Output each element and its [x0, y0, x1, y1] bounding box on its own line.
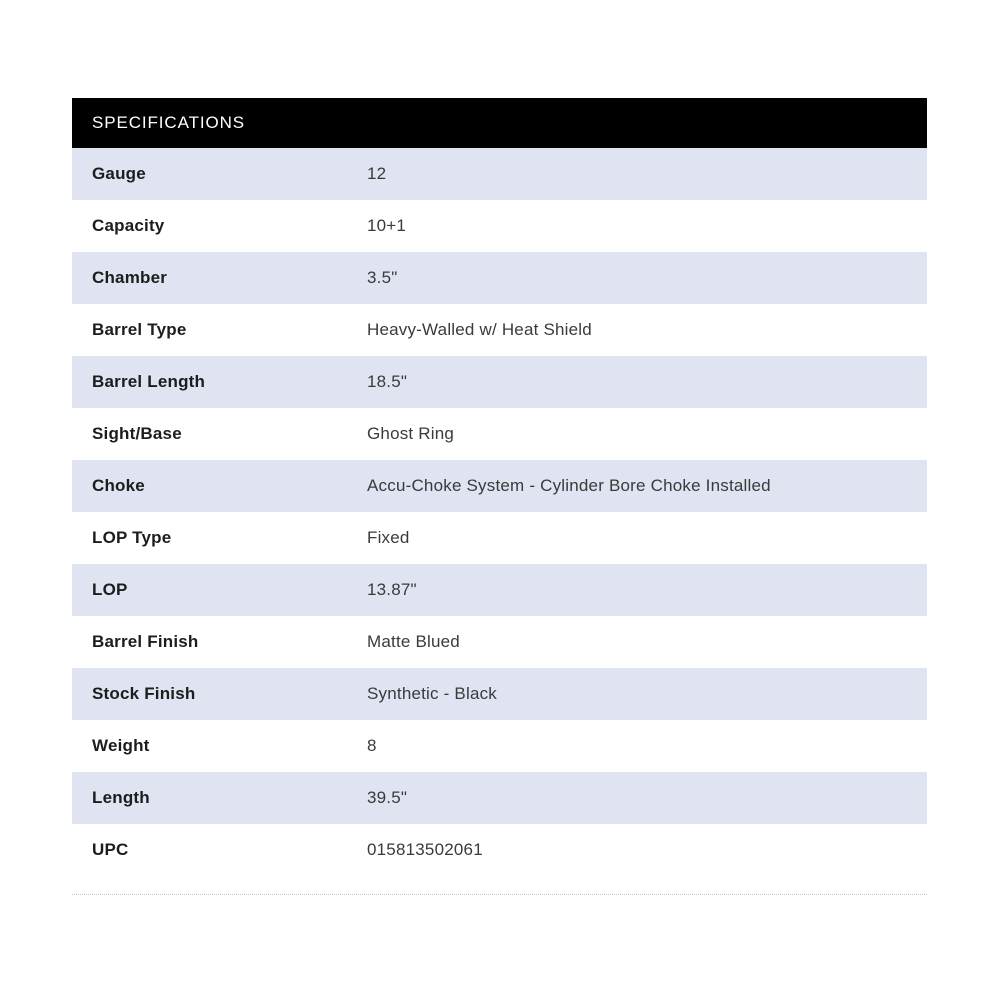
table-row: [72, 460, 927, 512]
spec-label: Barrel Finish: [92, 632, 199, 651]
spec-value: Ghost Ring: [367, 424, 455, 443]
table-row: [72, 200, 927, 252]
spec-label: Length: [92, 788, 150, 807]
spec-value: 015813502061: [367, 840, 483, 859]
table-bottom-divider: [72, 894, 927, 895]
table-row: [72, 252, 927, 304]
specifications-table: [72, 98, 927, 895]
spec-label: Sight/Base: [92, 424, 182, 443]
spec-value: 39.5": [367, 788, 408, 807]
spec-label: LOP: [92, 580, 128, 599]
table-row: [72, 772, 927, 824]
spec-label: UPC: [92, 840, 129, 859]
spec-value: Matte Blued: [367, 632, 460, 651]
spec-value: 8: [367, 736, 377, 755]
table-row: [72, 512, 927, 564]
specifications-table-header: [72, 98, 927, 148]
spec-label: LOP Type: [92, 528, 172, 547]
table-row: [72, 720, 927, 772]
spec-value: Synthetic - Black: [367, 684, 498, 703]
spec-label: Chamber: [92, 268, 168, 287]
spec-label: Barrel Type: [92, 320, 187, 339]
spec-value: 12: [367, 164, 387, 183]
spec-label: Stock Finish: [92, 684, 196, 703]
spec-label: Capacity: [92, 216, 165, 235]
table-row: [72, 824, 927, 876]
specifications-title: SPECIFICATIONS: [92, 113, 246, 132]
table-row: [72, 564, 927, 616]
spec-value: 10+1: [367, 216, 407, 235]
spec-label: Weight: [92, 736, 150, 755]
spec-value: 13.87": [367, 580, 417, 599]
spec-value: Accu-Choke System - Cylinder Bore Choke Installed: [367, 476, 771, 495]
table-row: [72, 304, 927, 356]
table-row: [72, 148, 927, 200]
table-row: [72, 668, 927, 720]
spec-value: Heavy-Walled w/ Heat Shield: [367, 320, 592, 339]
spec-value: Fixed: [367, 528, 410, 547]
table-row: [72, 408, 927, 460]
spec-label: Barrel Length: [92, 372, 206, 391]
spec-label: Choke: [92, 476, 145, 495]
table-row: [72, 616, 927, 668]
spec-label: Gauge: [92, 164, 146, 183]
table-row: [72, 356, 927, 408]
spec-value: 18.5": [367, 372, 408, 391]
spec-value: 3.5": [367, 268, 398, 287]
